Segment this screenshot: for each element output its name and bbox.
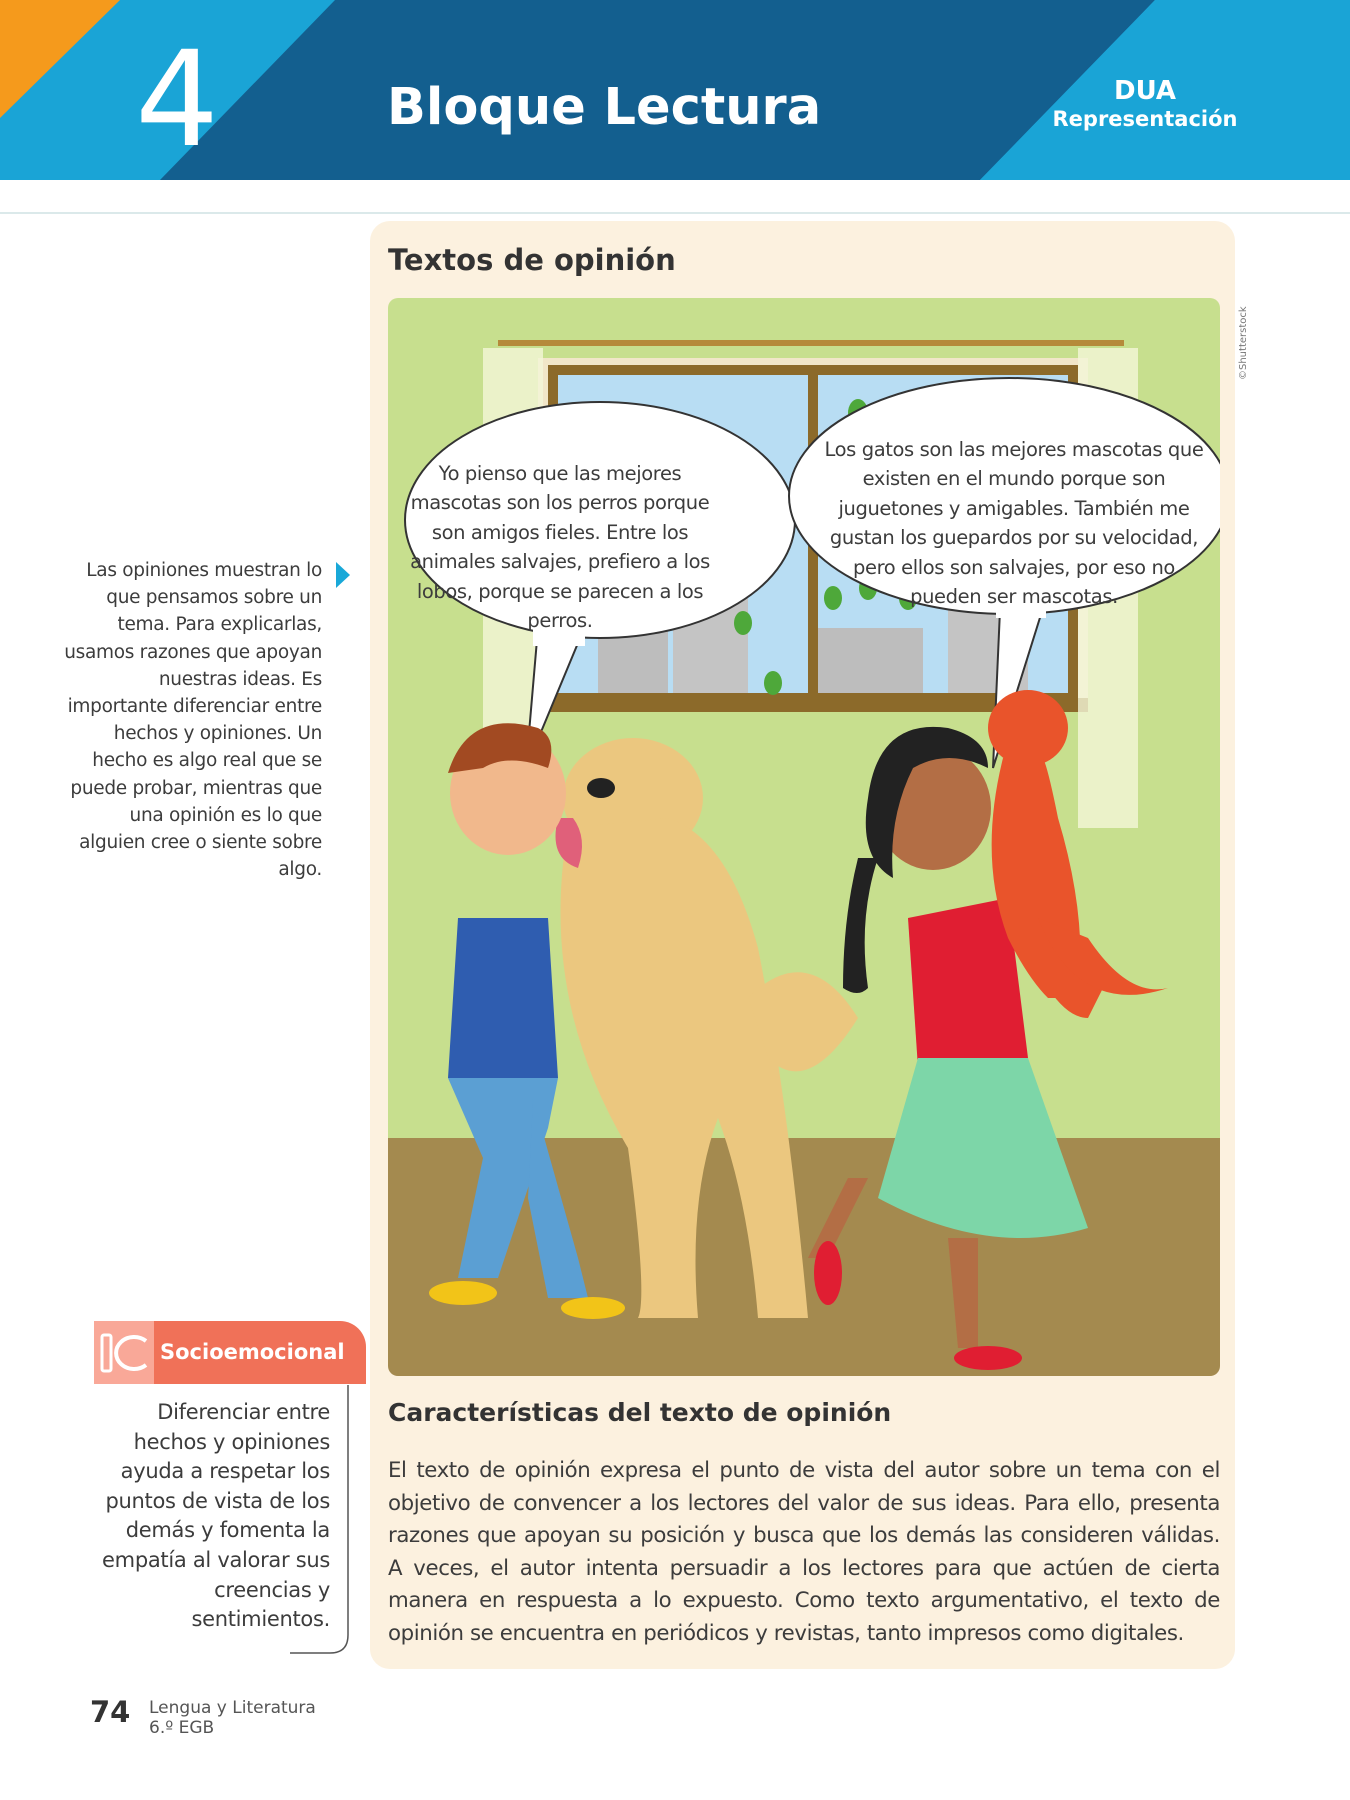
- socioemotional-tab: [94, 1321, 366, 1384]
- page-number: 74: [90, 1695, 131, 1729]
- subsection-heading: Características del texto de opinión: [388, 1398, 892, 1427]
- speech-bubble-boy: Yo pienso que las mejores mascotas son los perros porque son amigos fieles. Entre los animales salvajes, prefiero a los lobos, porque se parecen a los perros.: [410, 462, 710, 633]
- image-credit: ©Shutterstock: [1238, 306, 1249, 380]
- dua-title: DUA: [1113, 76, 1177, 106]
- header-divider: [0, 212, 1350, 214]
- socioemotional-text: Diferenciar entre hechos y opiniones ayuda a respetar los puntos de vista de los demás y fomenta la empatía al valorar sus creencias y sentimientos.: [102, 1400, 330, 1632]
- sidebar-note: Las opiniones muestran lo que pensamos sobre un tema. Para explicarlas, usamos razones que apoyan nuestras ideas. Es importante diferenciar entre hechos y opiniones. Un hecho es algo real que se puede probar, mientras que una opinión es lo que alguien cree o siente sobre algo.: [64, 560, 322, 881]
- footer-subject: Lengua y Literatura: [149, 1698, 316, 1718]
- subsection-body: El texto de opinión expresa el punto de vista del autor sobre un tema con el objetivo de convencer a los lectores del valor de sus ideas. Para ello, presenta razones que apoyan su posición y busca que los demás las consideren válidas. A veces, el autor intenta persuadir a los lectores para que actúen de cierta manera en respuesta a lo expuesto. Como texto argumentativo, el texto de opinión se encuentra en periódicos y revistas, tanto impresos como digitales.: [388, 1458, 1220, 1646]
- section-heading: Textos de opinión: [388, 243, 676, 277]
- pointer-arrow-icon: [336, 562, 350, 588]
- dua-badge: [1040, 76, 1250, 132]
- footer-grade: 6.º EGB: [149, 1718, 215, 1738]
- chapter-number: 4: [135, 23, 219, 177]
- socioemotional-label: Socioemocional: [160, 1340, 345, 1364]
- socioemotional-bracket: [290, 1385, 350, 1655]
- socioemotional-logo-icon: [94, 1321, 154, 1384]
- chapter-header: [0, 0, 1350, 180]
- dua-subtitle: Representación: [1052, 107, 1238, 131]
- speech-bubble-girl: Los gatos son las mejores mascotas que existen en el mundo porque son juguetones y amigables. También me gustan los guepardos por su velocidad, pero ellos son salvajes, por eso no pueden ser mascotas.: [824, 438, 1204, 609]
- page-title: Bloque Lectura: [387, 78, 822, 137]
